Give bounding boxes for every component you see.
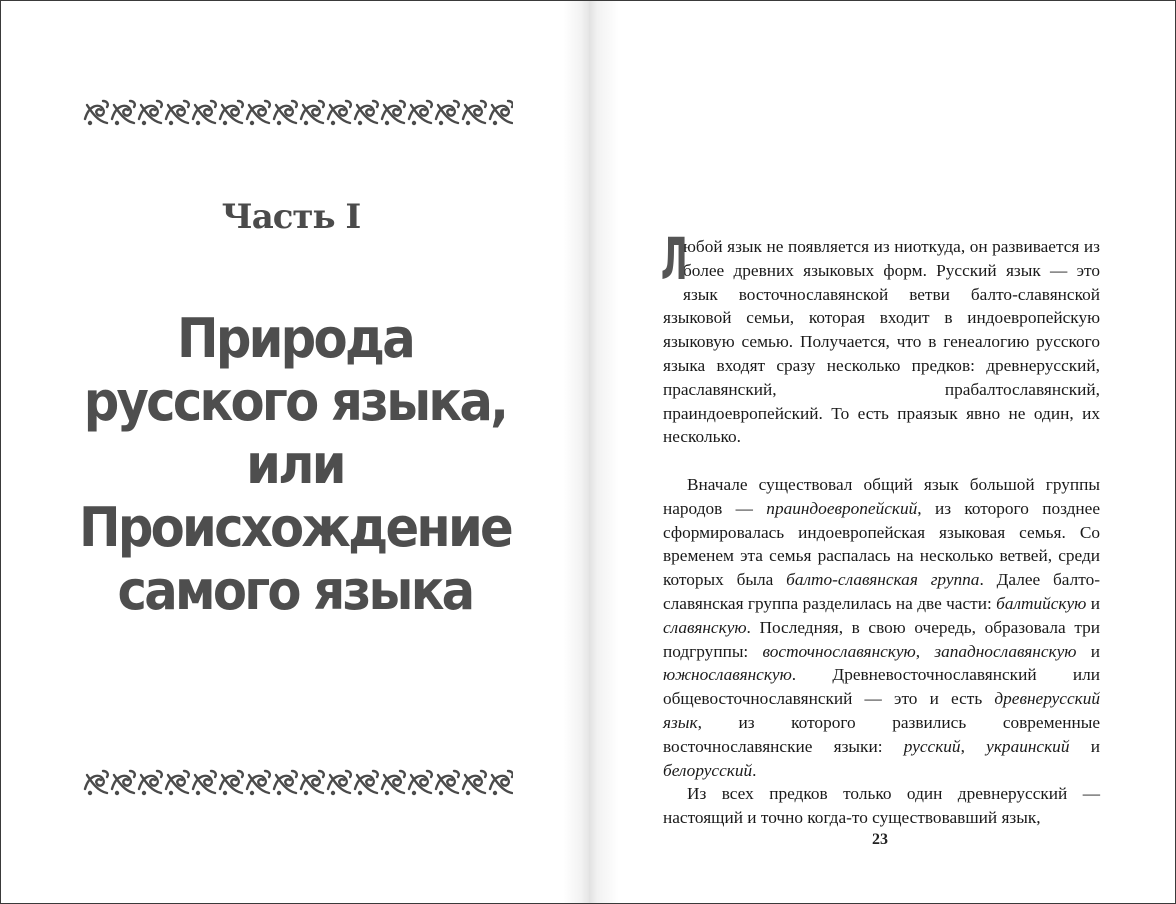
ornament-unit (409, 101, 432, 125)
ornament-unit (328, 771, 351, 795)
ornament-unit (301, 771, 324, 795)
emphasis-text: балто-славянская группа (786, 570, 980, 590)
emphasis-text: южнославянскую (663, 665, 792, 685)
paragraph-text (663, 784, 1100, 827)
ornament-border-top (81, 95, 513, 131)
part-label: Часть I (221, 197, 361, 237)
text-run: . Древневосточнославянский или общевосточнославянский — это и есть (663, 665, 1100, 709)
ornament-unit (409, 771, 432, 795)
ornament-unit (247, 771, 270, 795)
chapter-title-line: русского языка, (83, 370, 507, 433)
ornament-unit (436, 771, 459, 795)
ornament-border-bottom (81, 765, 513, 801)
ornament-unit (301, 101, 324, 125)
chapter-title (25, 307, 566, 622)
ornament-unit (193, 101, 216, 125)
text-run: Вначале существовал общий язык большой группы народов — (663, 474, 1100, 518)
ornament-unit (139, 101, 162, 125)
text-run: . Далее балто-славянская группа разделилась на две части: (663, 570, 1100, 613)
ornament-unit (85, 101, 108, 125)
ornament-unit (274, 101, 297, 125)
body-text (661, 225, 1100, 830)
paragraph-text (663, 475, 1100, 780)
text-run: и (1086, 593, 1100, 613)
ornament-unit (139, 771, 162, 795)
ornament-unit (490, 101, 513, 125)
text-run: . Последняя, в свою очередь, образовала три подгруппы: (663, 617, 1100, 661)
text-run: , (960, 736, 987, 756)
chapter-title-line: или (246, 433, 344, 496)
paragraph-text (661, 225, 1100, 447)
ornament-unit (112, 101, 135, 125)
ornament-unit (490, 771, 513, 795)
emphasis-text: белорусский (663, 760, 753, 780)
paragraph (663, 782, 1100, 830)
text-run: юбой язык не появляется из ниоткуда, он развивается из более древних языковых форм. Русский язык — это язык восточнославянской ветви балто-славянской языковой семьи, которая входит в индоевропейскую языковую семью. Получается, что в генеалогию русского языка входят сразу несколько предков: древнерусский, праславянский, прабалтославянский, праиндоевропейский. То есть праязык явно не один, их несколько. (663, 237, 1100, 447)
left-page (1, 1, 589, 903)
emphasis-text: восточнославянскую (762, 641, 916, 661)
emphasis-text: украинский (986, 736, 1070, 756)
ornament-unit (112, 771, 135, 795)
emphasis-text: праиндоевропейский (766, 498, 918, 518)
text-run: , (915, 641, 935, 661)
emphasis-text: балтийскую (996, 593, 1087, 613)
emphasis-text: славянскую (663, 617, 747, 637)
chapter-title-line: Происхождение (79, 496, 511, 559)
ornament-unit (355, 101, 378, 125)
ornament-unit (274, 771, 297, 795)
chapter-title-line: самого языка (117, 559, 473, 622)
ornament-unit (463, 101, 486, 125)
paragraph (663, 473, 1100, 782)
text-run: , из которого развились современные восточнославянские языки: (663, 712, 1100, 756)
text-run: , из которого позднее сформировалась индоевропейская языковая семья. Со временем эта семья распалась на несколько ветвей, среди которых была (663, 498, 1100, 590)
ornament-unit (193, 771, 216, 795)
ornament-unit (382, 101, 405, 125)
ornament-unit (220, 101, 243, 125)
text-run: . (752, 760, 757, 780)
page-number: 23 (872, 831, 888, 848)
ornament-unit (247, 101, 270, 125)
text-run: Из всех предков только один древнерусский — настоящий и точно когда-то существовавший язык, (663, 784, 1100, 828)
ornament-unit (166, 771, 189, 795)
emphasis-text: западнославянскую (934, 641, 1077, 661)
ornament-unit (166, 101, 189, 125)
emphasis-text: русский (903, 736, 961, 756)
paragraph (661, 225, 1100, 449)
ornament-unit (382, 771, 405, 795)
text-run: и (1076, 641, 1100, 661)
ornament-unit (220, 771, 243, 795)
ornament-unit (85, 771, 108, 795)
gutter-shadow (563, 1, 589, 903)
gutter-shadow (589, 1, 619, 903)
chapter-title-line: Природа (177, 307, 413, 370)
ornament-unit (463, 771, 486, 795)
drop-cap: Л (661, 225, 688, 293)
ornament-unit (436, 101, 459, 125)
ornament-unit (328, 101, 351, 125)
ornament-unit (355, 771, 378, 795)
emphasis-text: древнерусский язык (663, 689, 1100, 732)
text-run: и (1069, 736, 1100, 756)
